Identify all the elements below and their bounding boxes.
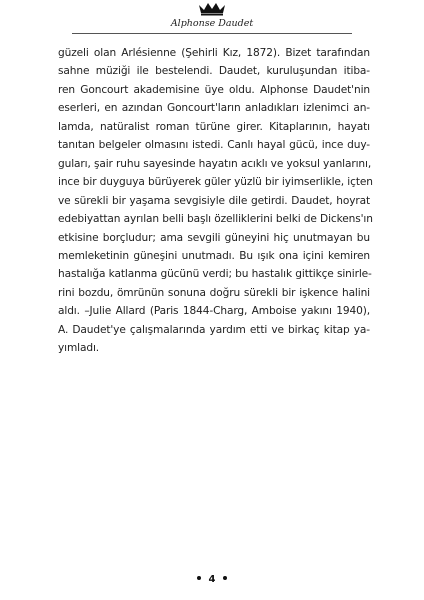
- text-line: hastalığa katlanma gücünü verdi; bu hastalık gittikçe sinirle-: [58, 268, 372, 281]
- bullet-icon: [223, 576, 227, 580]
- text-line: yımladı.: [58, 342, 100, 355]
- page-number: 4: [208, 574, 216, 585]
- text-line: lamda, natüralist roman türüne girer. Kitaplarının, hayatı: [58, 120, 370, 133]
- page-footer: [0, 574, 424, 585]
- text-line: etkisine borçludur; ama sevgili güneyini hiç unutmayan bu: [58, 231, 370, 244]
- text-line: eserleri, en azından Goncourt'ların anladıkları izlenimci an-: [58, 102, 370, 115]
- text-line: aldı. –Julie Allard (Paris 1844-Charg, Amboise yakını 1940),: [58, 305, 370, 318]
- header-rule: [72, 33, 352, 34]
- text-line: ve sürekli bir yaşama sevgisiyle dile getirdi. Daudet, hoyrat: [58, 194, 370, 207]
- text-line: A. Daudet'ye çalışmalarında yardım etti ve birkaç kitap ya-: [58, 323, 370, 336]
- body-paragraph: [58, 44, 373, 358]
- text-line: rini bozdu, ömrünün sonuna doğru sürekli bir işkence halini: [58, 286, 370, 299]
- text-line: guları, şair ruhu sayesinde hayatın acıklı ve yoksul yanlarını,: [58, 157, 372, 170]
- crown-icon: [197, 2, 227, 16]
- bullet-icon: [197, 576, 201, 580]
- text-line: tanıtan belgeler olmasını istedi. Canlı hayal gücü, ince duy-: [58, 139, 370, 152]
- text-line: ince bir duyguya bürüyerek güler yüzlü bir iyimserlikle, içten: [58, 176, 373, 189]
- text-line: sahne müziği ile bestelendi. Daudet, kuruluşundan itiba-: [58, 65, 370, 78]
- page-header: [0, 0, 424, 40]
- text-line: ren Goncourt akademisine üye oldu. Alphonse Daudet'nin: [58, 83, 370, 96]
- text-line: memleketinin güneşini unutmadı. Bu ışık ona içini kemiren: [58, 249, 370, 262]
- text-line: edebiyattan ayrılan belli başlı özelliklerini belki de Dickens'ın: [58, 213, 373, 226]
- running-header-title: Alphonse Daudet: [170, 18, 254, 29]
- text-line: güzeli olan Arlésienne (Şehirli Kız, 1872). Bizet tarafından: [58, 47, 370, 59]
